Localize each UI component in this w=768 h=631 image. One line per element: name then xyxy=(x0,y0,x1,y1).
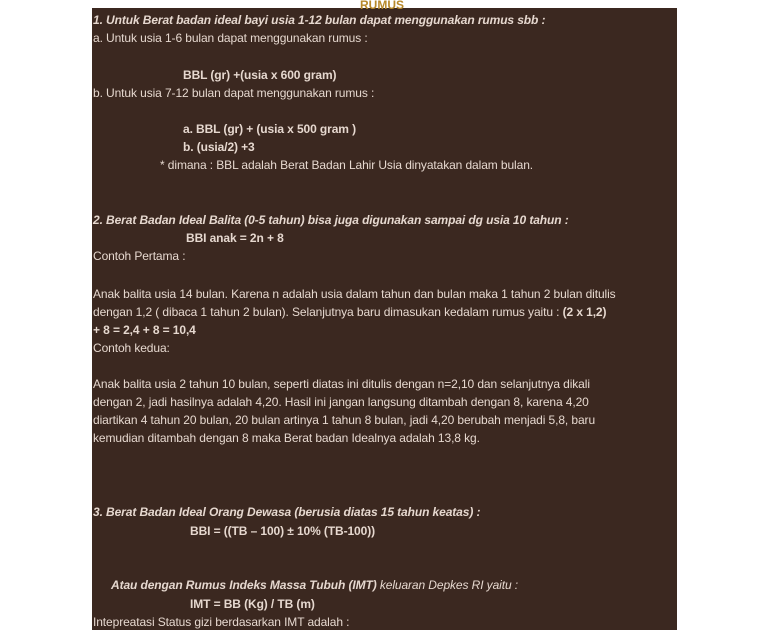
s3-imt-formula: IMT = BB (Kg) / TB (m) xyxy=(190,597,315,611)
s1-formula-b1: a. BBL (gr) + (usia x 500 gram ) xyxy=(183,122,356,136)
s2-example2-line1: Anak balita usia 2 tahun 10 bulan, seperti diatas ini ditulis dengan n=2,10 dan selanjutnya dikali xyxy=(93,377,590,391)
section-1-heading: 1. Untuk Berat badan ideal bayi usia 1-12 bulan dapat menggunakan rumus sbb : xyxy=(93,13,546,27)
s2-example2-label: Contoh kedua: xyxy=(93,341,170,355)
section-3-heading: 3. Berat Badan Ideal Orang Dewasa (berusia diatas 15 tahun keatas) : xyxy=(93,505,481,519)
s2-example1-line3: + 8 = 2,4 + 8 = 10,4 xyxy=(93,323,196,337)
s3-imt-heading: Atau dengan Rumus Indeks Massa Tubuh (IMT) keluaran Depkes RI yaitu : xyxy=(111,578,518,592)
s1-b: b. Untuk usia 7-12 bulan dapat menggunakan rumus : xyxy=(93,86,375,100)
s1-a: a. Untuk usia 1-6 bulan dapat menggunakan rumus : xyxy=(93,31,368,45)
s2-example1-line2: dengan 1,2 ( dibaca 1 tahun 2 bulan). Selanjutnya baru dimasukan kedalam rumus yaitu : (2 x 1,2) xyxy=(93,305,607,319)
s2-example1-label: Contoh Pertama : xyxy=(93,249,186,263)
s2-example1-line1: Anak balita usia 14 bulan. Karena n adalah usia dalam tahun dan bulan maka 1 tahun 2 bulan ditulis xyxy=(93,287,616,301)
s1-formula-b2: b. (usia/2) +3 xyxy=(183,140,255,154)
s3-formula: BBI = ((TB – 100) ± 10% (TB-100)) xyxy=(190,524,375,538)
document-page xyxy=(92,0,677,630)
section-2-heading: 2. Berat Badan Ideal Balita (0-5 tahun) bisa juga digunakan sampai dg usia 10 tahun : xyxy=(93,213,569,227)
s1-formula-a: BBL (gr) +(usia x 600 gram) xyxy=(183,68,337,82)
s2-example2-line4: kemudian ditambah dengan 8 maka Berat badan Idealnya adalah 13,8 kg. xyxy=(93,431,480,445)
s1-note: * dimana : BBL adalah Berat Badan Lahir Usia dinyatakan dalam bulan. xyxy=(160,158,533,172)
s2-example2-line2: dengan 2, jadi hasilnya adalah 4,20. Hasil ini jangan langsung ditambah dengan 8, karena 4,20 xyxy=(93,395,589,409)
s2-example2-line3: diartikan 4 tahun 20 bulan, 20 bulan artinya 1 tahun 8 bulan, jadi 4,20 berubah menjadi 5,8, baru xyxy=(93,413,596,427)
s3-imt-interpretation: Intepreatasi Status gizi berdasarkan IMT adalah : xyxy=(93,615,350,629)
cut-off-heading: RUMUS xyxy=(360,0,404,12)
s2-formula: BBI anak = 2n + 8 xyxy=(186,231,284,245)
